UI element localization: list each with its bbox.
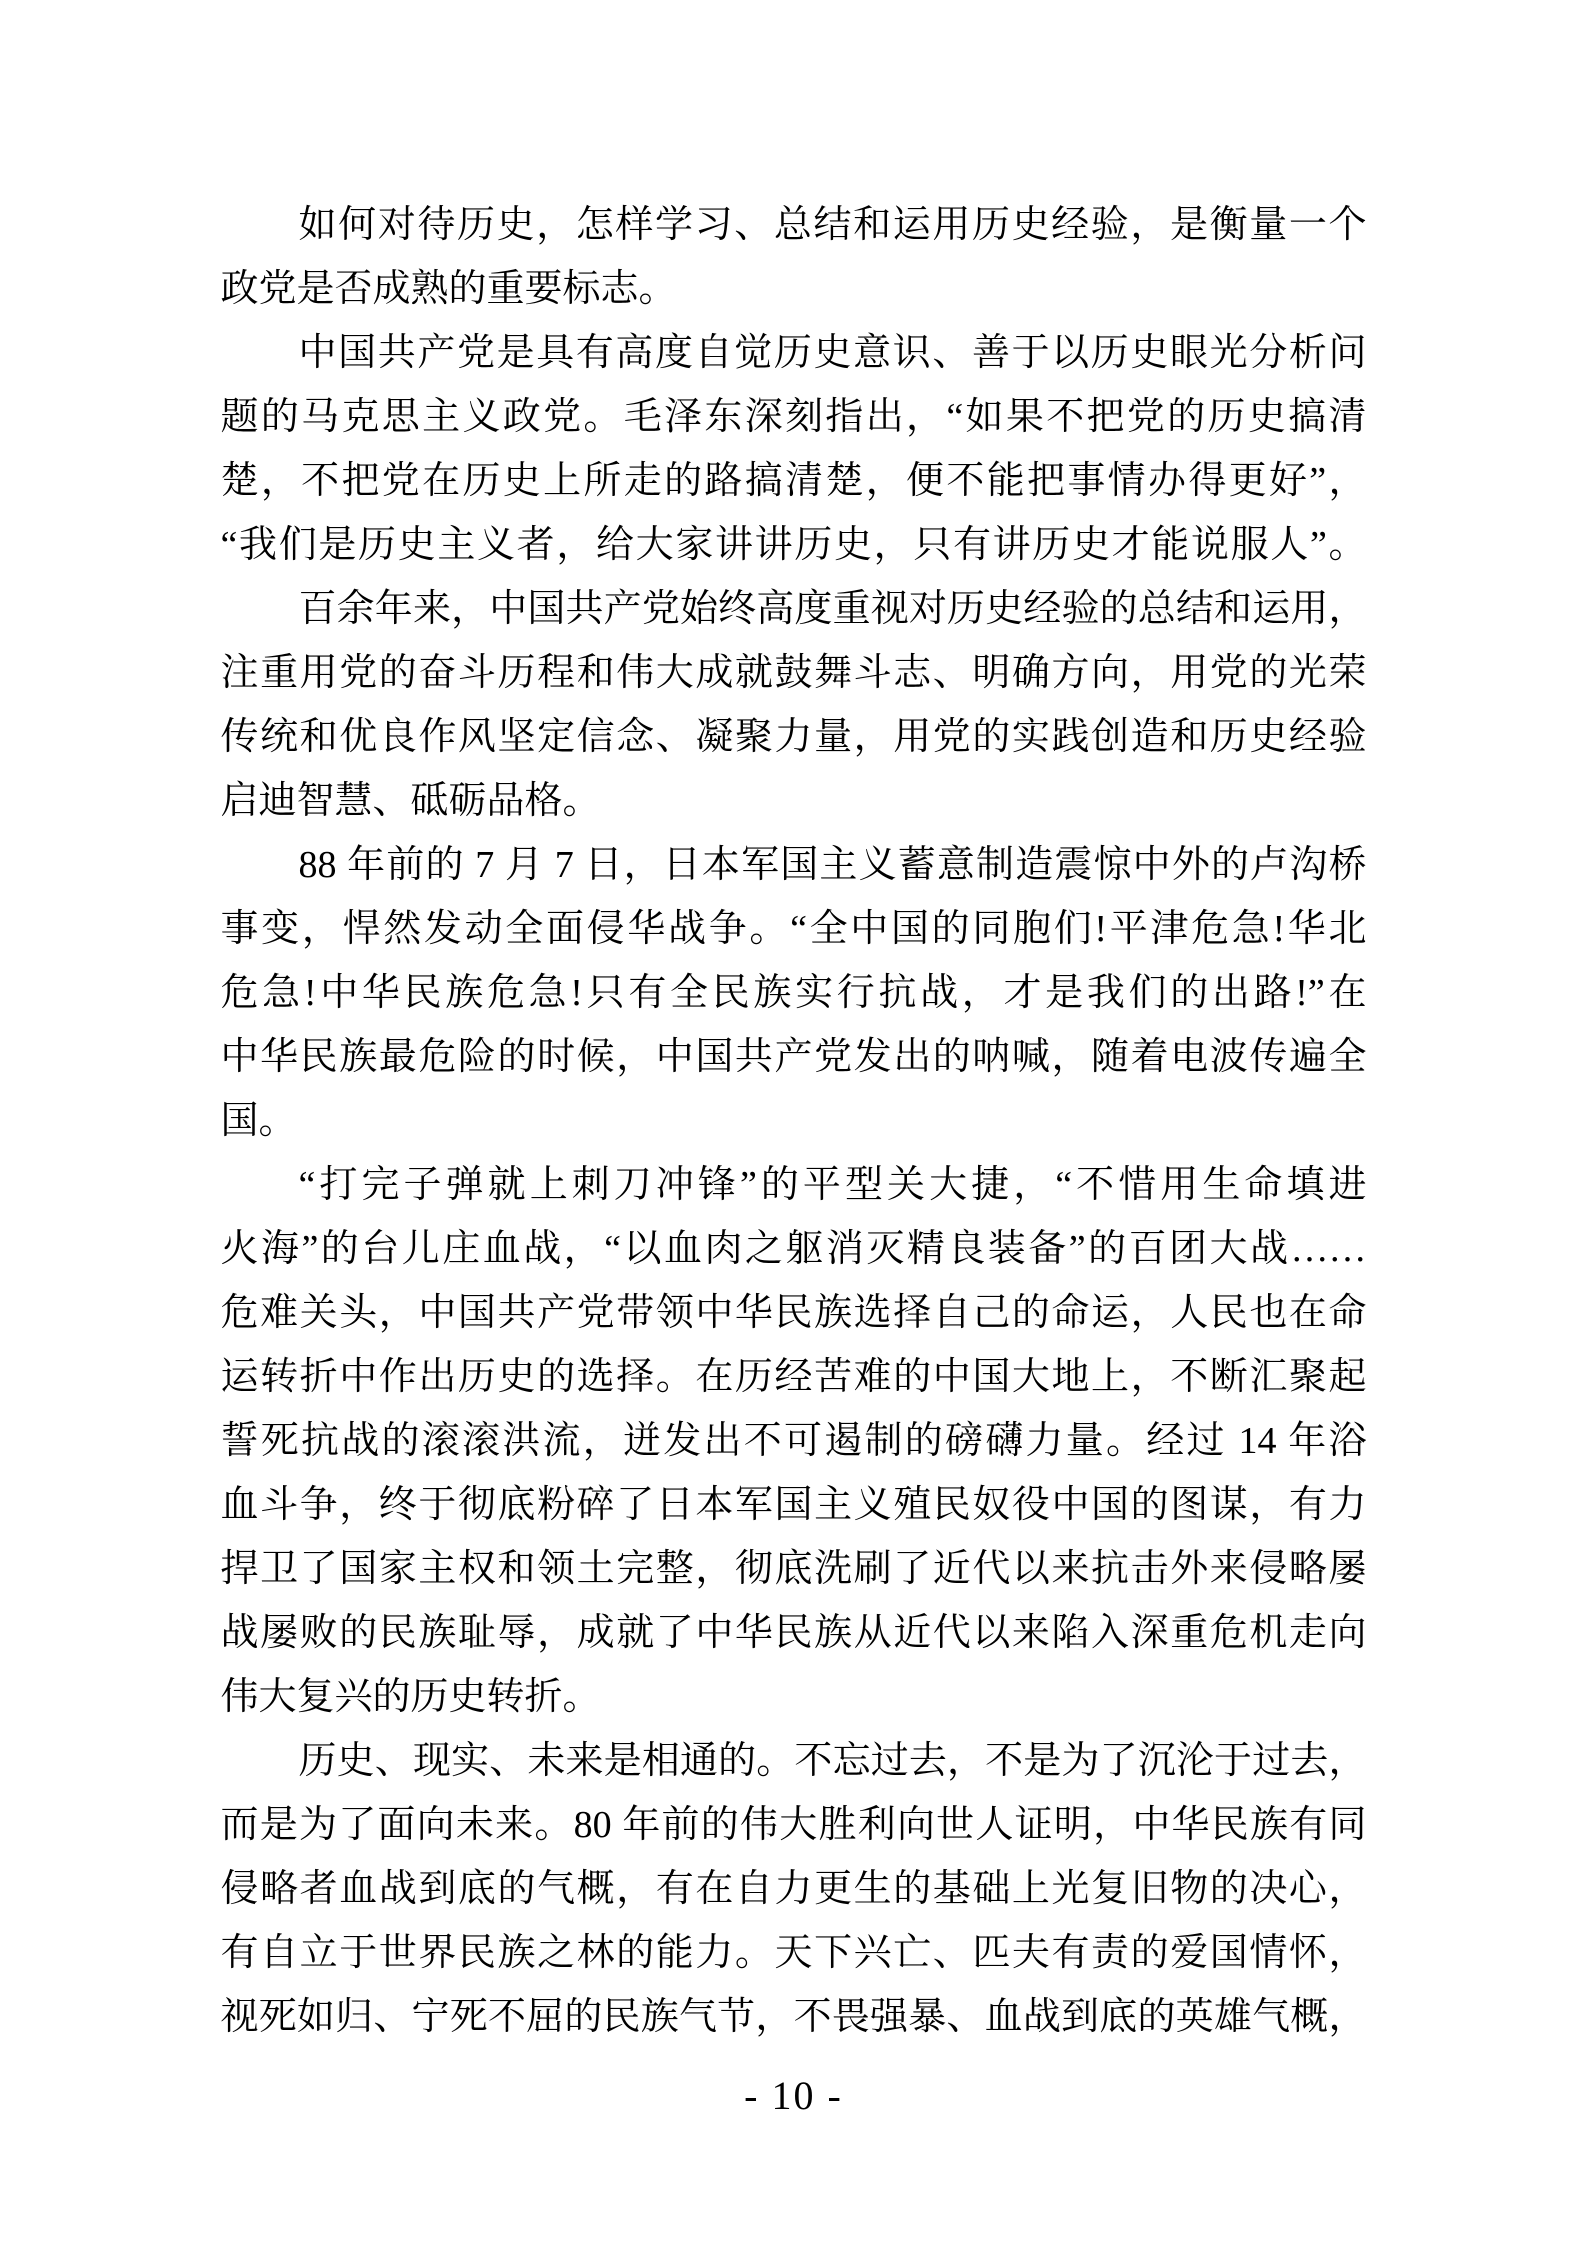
text-line: 运转折中作出历史的选择。在历经苦难的中国大地上，不断汇聚起 bbox=[220, 1356, 1367, 1398]
text-line: 而是为了面向未来。80 年前的伟大胜利向世人证明，中华民族有同 bbox=[220, 1804, 1367, 1846]
text-line: 血斗争，终于彻底粉碎了日本军国主义殖民奴役中国的图谋，有力 bbox=[220, 1484, 1367, 1526]
text-line: 誓死抗战的滚滚洪流，迸发出不可遏制的磅礴力量。经过 14 年浴 bbox=[220, 1420, 1367, 1462]
text-line: 战屡败的民族耻辱，成就了中华民族从近代以来陷入深重危机走向 bbox=[220, 1612, 1367, 1654]
text-line: “打完子弹就上刺刀冲锋”的平型关大捷，“不惜用生命填进 bbox=[298, 1164, 1367, 1206]
text-line: 如何对待历史，怎样学习、总结和运用历史经验，是衡量一个 bbox=[298, 204, 1367, 246]
text-line: 有自立于世界民族之林的能力。天下兴亡、匹夫有责的爱国情怀， bbox=[220, 1932, 1367, 1974]
document-body bbox=[221, 0, 1367, 2049]
text-line: 事变，悍然发动全面侵华战争。“全中国的同胞们!平津危急!华北 bbox=[220, 908, 1367, 950]
text-line: 传统和优良作风坚定信念、凝聚力量，用党的实践创造和历史经验 bbox=[220, 716, 1367, 758]
text-line: 历史、现实、未来是相通的。不忘过去，不是为了沉沦于过去， bbox=[298, 1740, 1367, 1782]
text-line: 政党是否成熟的重要标志。 bbox=[220, 268, 677, 310]
page-number: - 10 - bbox=[744, 2073, 843, 2118]
text-line: 危难关头，中国共产党带领中华民族选择自己的命运，人民也在命 bbox=[220, 1292, 1367, 1334]
text-line: 百余年来，中国共产党始终高度重视对历史经验的总结和运用， bbox=[298, 588, 1367, 630]
text-line: 捍卫了国家主权和领土完整，彻底洗刷了近代以来抗击外来侵略屡 bbox=[220, 1548, 1367, 1590]
text-line: 楚，不把党在历史上所走的路搞清楚，便不能把事情办得更好”， bbox=[220, 460, 1367, 502]
text-line: 火海”的台儿庄血战，“以血肉之躯消灭精良装备”的百团大战…… bbox=[220, 1228, 1367, 1270]
text-line: 国。 bbox=[220, 1100, 297, 1142]
text-line: 中国共产党是具有高度自觉历史意识、善于以历史眼光分析问 bbox=[298, 332, 1367, 374]
text-line: 危急!中华民族危急!只有全民族实行抗战，才是我们的出路!”在 bbox=[220, 972, 1367, 1014]
text-line: 伟大复兴的历史转折。 bbox=[220, 1676, 601, 1718]
text-line: 侵略者血战到底的气概，有在自力更生的基础上光复旧物的决心， bbox=[220, 1868, 1367, 1910]
text-line: 注重用党的奋斗历程和伟大成就鼓舞斗志、明确方向，用党的光荣 bbox=[220, 652, 1367, 694]
text-line: “我们是历史主义者，给大家讲讲历史，只有讲历史才能说服人”。 bbox=[220, 524, 1367, 566]
text-line: 中华民族最危险的时候，中国共产党发出的呐喊，随着电波传遍全 bbox=[220, 1036, 1367, 1078]
text-line: 视死如归、宁死不屈的民族气节，不畏强暴、血战到底的英雄气概， bbox=[220, 1996, 1367, 2038]
text-line: 88 年前的 7 月 7 日，日本军国主义蓄意制造震惊中外的卢沟桥 bbox=[298, 844, 1367, 886]
text-line: 启迪智慧、砥砺品格。 bbox=[220, 780, 601, 822]
text-line: 题的马克思主义政党。毛泽东深刻指出，“如果不把党的历史搞清 bbox=[220, 396, 1367, 438]
